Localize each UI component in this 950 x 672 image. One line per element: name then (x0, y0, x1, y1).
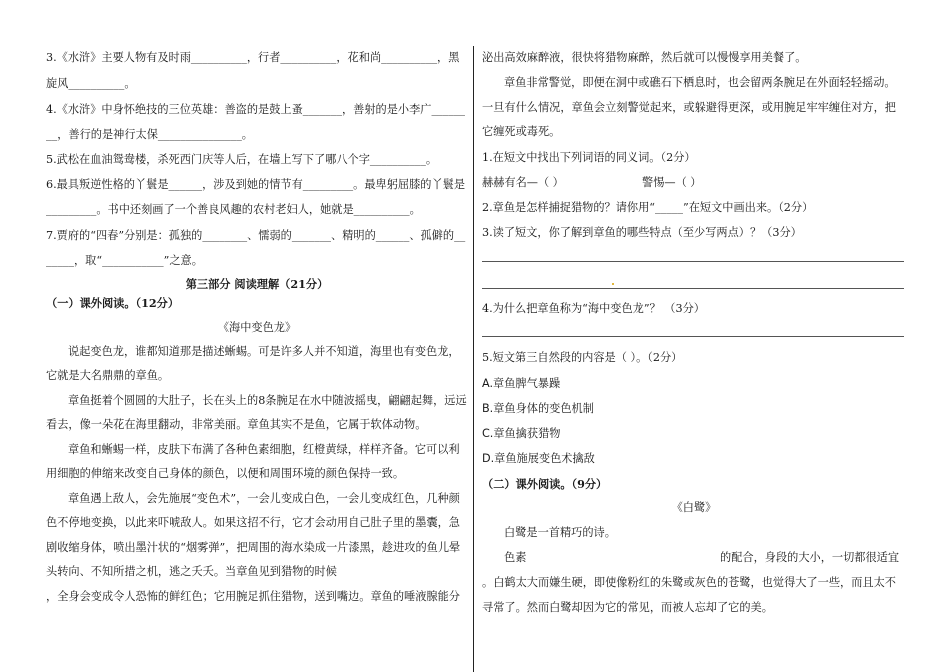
article-1-para-1-line-2: 它就是大名鼎鼎的章鱼。 (46, 369, 170, 382)
article-1-para-1-line-1: 说起变色龙，谁都知道那是描述蜥蜴。可是许多人并不知道，海里也有变色龙， (68, 345, 460, 358)
article-2-para-2-line-2: 。白鹤太大而嫌生硬，即使像粉红的朱鹭或灰色的苍鹭，也觉得大了一些，而且太不 (482, 576, 896, 589)
answer-line-4[interactable] (482, 336, 904, 337)
article-1-para-2-line-1: 章鱼挺着个圆圆的大肚子，长在头上的8条腕足在水中随波摇曳，翩翩起舞，远远 (68, 394, 467, 407)
article-1-para-2-line-2: 看去，像一朵花在海里翻动，非常美丽。章鱼其实不是鱼，它属于软体动物。 (46, 418, 427, 431)
article-1-para-5-line-2: 泌出高效麻醉液，很快将猎物麻醉，然后就可以慢慢享用美餐了。 (482, 51, 807, 64)
article-2-para-2-start: 色素 (504, 551, 527, 564)
article-1-para-6-line-3: 它缠死或毒死。 (482, 125, 561, 138)
option-d[interactable]: D.章鱼施展变色术擒敌 (482, 452, 595, 465)
article-2-para-2-end: 的配合，身段的大小，一切都很适宜 (720, 551, 900, 564)
question-4-line-2: __，善行的是神行太保_______________。 (46, 128, 253, 141)
article-2-title: 《白鹭》 (671, 501, 717, 514)
option-c[interactable]: C.章鱼擒获猎物 (482, 427, 561, 440)
article-2-para-2-line-3: 寻常了。然而白鹭却因为它的常见，而被人忘却了它的美。 (482, 601, 773, 614)
question-4-line-1: 4.《水浒》中身怀绝技的三位英雄：善盗的是鼓上蚤_______，善射的是小李广______ (46, 103, 466, 116)
part-2-heading: （二）课外阅读。（9分） (482, 477, 608, 491)
right-column (482, 0, 906, 672)
reading-question-5: 5.短文第三自然段的内容是（ ）。（2分） (482, 351, 683, 364)
article-1-para-3-line-1: 章鱼和蜥蜴一样，皮肤下布满了各种色素细胞，红橙黄绿，样样齐备。它可以利 (68, 443, 460, 456)
reading-question-3: 3.读了短文，你了解到章鱼的哪些特点（至少写两点）？（3分） (482, 226, 802, 239)
article-1-para-5-line-1: ，全身会变成令人恐怖的鲜红色；它用腕足抓住猎物，送到嘴边。章鱼的唾液腺能分 (46, 590, 460, 603)
question-6-line-2: _________。书中还刻画了一个善良风趣的农村老妇人，她就是__________。 (46, 203, 421, 216)
part-1-heading: （一）课外阅读。（12分） (46, 296, 180, 310)
option-a[interactable]: A.章鱼脾气暴躁 (482, 377, 561, 390)
article-1-para-6-line-2: 一旦有什么情况，章鱼会立刻警觉起来，或躲避得更深，或用腕足牢牢缠住对方，把 (482, 101, 896, 114)
reading-question-1: 1.在短文中找出下列词语的同义词。（2分） (482, 151, 696, 164)
column-divider (473, 46, 474, 672)
article-1-para-4-line-2: 色不停地变换，以此来吓唬敌人。如果这招不行，它才会动用自己肚子里的墨囊，急 (46, 516, 460, 529)
option-b[interactable]: B.章鱼身体的变色机制 (482, 402, 594, 415)
answer-line-3a[interactable] (482, 261, 904, 262)
article-1-para-4-line-1: 章鱼遇上敌人，会先施展“变色术”，一会儿变成白色，一会儿变成红色，几种颜 (68, 492, 460, 505)
stray-mark (612, 283, 614, 285)
article-1-para-6-line-1: 章鱼非常警觉，即便在洞中或礁石下栖息时，也会留两条腕足在外面轻轻摇动。 (504, 76, 896, 89)
article-1-para-4-line-3: 剧收缩身体，喷出墨汁状的“烟雾弹”，把周围的海水染成一片漆黑，趁进攻的鱼儿晕 (46, 541, 461, 554)
reading-question-2: 2.章鱼是怎样捕捉猎物的？请你用“_____”在短文中画出来。（2分） (482, 201, 814, 214)
question-6-line-1: 6.最具叛逆性格的丫鬟是______，涉及到她的情节有_________。最卑躬屈膝的丫鬟是 (46, 178, 466, 191)
question-7-line-1: 7.贾府的“四春”分别是：孤独的________、懦弱的_______、精明的______、孤僻的__ (46, 229, 466, 242)
article-2-para-1: 白鹭是一首精巧的诗。 (504, 526, 616, 539)
section-title: 第三部分 阅读理解（21分） (185, 277, 329, 291)
article-1-para-4-line-4: 头转向、不知所措之机，逃之夭夭。当章鱼见到猎物的时候 (46, 565, 337, 578)
reading-question-1-blank-b[interactable]: 警惕—（ ） (642, 176, 702, 189)
question-3-line-1: 3.《水浒》主要人物有及时雨__________，行者__________，花和尚__________，黑 (46, 51, 460, 64)
question-7-line-2: _____，取“___________”之意。 (46, 254, 203, 267)
reading-question-4: 4.为什么把章鱼称为“海中变色龙”？ （3分） (482, 302, 705, 315)
question-5: 5.武松在血油鸳鸯楼，杀死西门庆等人后，在墙上写下了哪八个字__________。 (46, 153, 438, 166)
article-1-title: 《海中变色龙》 (217, 321, 297, 334)
article-1-para-3-line-2: 用细胞的伸缩来改变自己身体的颜色，以便和周围环境的颜色保持一致。 (46, 467, 405, 480)
reading-question-1-blank-a[interactable]: 赫赫有名—（ ） (482, 176, 564, 189)
left-column (46, 0, 468, 672)
question-3-line-2: 旋风__________。 (46, 77, 136, 90)
answer-line-3b[interactable] (482, 288, 904, 289)
